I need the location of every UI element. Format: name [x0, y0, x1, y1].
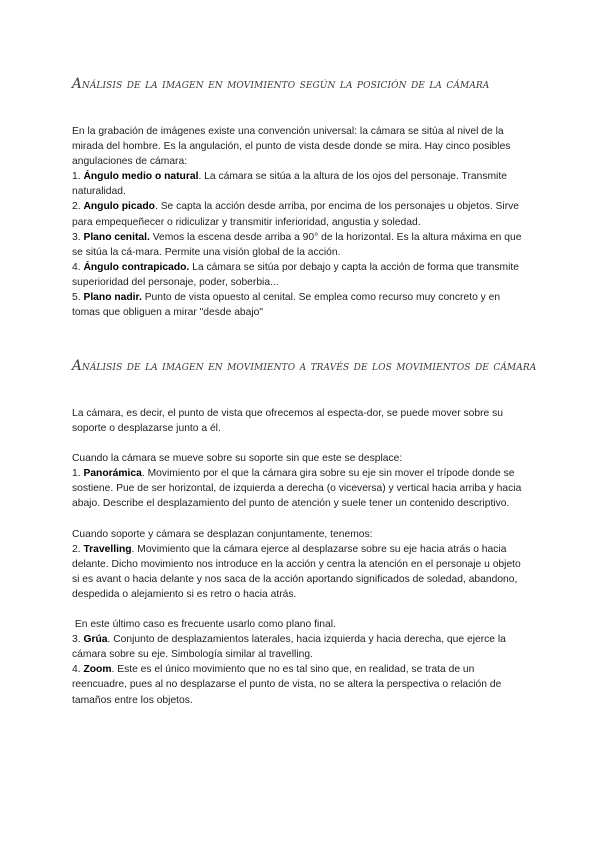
- item-number: 4.: [72, 664, 84, 676]
- item-term: Travelling: [83, 543, 132, 555]
- list-item: [72, 169, 530, 199]
- item-term: Zoom: [83, 664, 112, 676]
- list-item: [72, 542, 530, 602]
- list-item: [72, 260, 530, 290]
- section-title-camera-movements: Análisis de la imagen en movimiento a través de los movimientos de cámara: [72, 358, 537, 374]
- item-description: La cámara se sitúa por debajo y capta la acción de forma que transmite superioridad del personaje, poder, soberbia...: [72, 261, 519, 288]
- item-number: 1.: [72, 171, 84, 183]
- section-body-camera-movements: [72, 406, 530, 708]
- item-term: Plano cenital.: [83, 231, 150, 243]
- item-description: Punto de vista opuesto al cenital. Se emplea como recurso muy concreto y en tomas que obliguen a mirar "desde abajo": [72, 292, 501, 319]
- item-term: Panorámica: [83, 468, 142, 480]
- item-term: Angulo picado: [83, 201, 155, 213]
- item-description: . Movimiento por el que la cámara gira sobre su eje sin mover el trípode donde se sostiene. Pue de ser horizontal, de izquierda a derecha (o viceversa) y vertical hacia arriba y hacia abajo. Describe el desplazamiento del punto de atención y suele tener un contenido descriptivo.: [72, 468, 522, 510]
- paragraph-spacer: [72, 512, 530, 527]
- list-item: [72, 466, 530, 511]
- list-item: [72, 290, 530, 320]
- section-title-camera-angles: Análisis de la imagen en movimiento según la posición de la cámara: [72, 76, 490, 92]
- paragraph-spacer: [72, 436, 530, 451]
- item-description: . Conjunto de desplazamientos laterales, hacia izquierda y hacia derecha, que ejerce la cámara sobre su eje. Simbología similar al travelling.: [72, 634, 506, 661]
- note-paragraph: En este último caso es frecuente usarlo como plano final.: [72, 619, 336, 631]
- item-term: Plano nadir.: [83, 292, 142, 304]
- list-item: [72, 632, 530, 662]
- item-number: 3.: [72, 634, 84, 646]
- item-term: Ángulo contrapicado.: [83, 261, 190, 273]
- paragraph-spacer: [72, 602, 530, 617]
- item-term: Grúa: [83, 634, 108, 646]
- item-term: Ángulo medio o natural: [83, 171, 199, 183]
- list-item: [72, 662, 530, 707]
- item-number: 1.: [72, 468, 84, 480]
- list-item: [72, 199, 530, 229]
- item-number: 2.: [72, 201, 84, 213]
- item-description: . Este es el único movimiento que no es tal sino que, en realidad, se trata de un reencuadre, pues al no desplazarse el punto de vista, no se altera la perspectiva o relación de tamaños entre los objetos.: [72, 664, 502, 706]
- subheading-text: Cuando la cámara se mueve sobre su soporte sin que este se desplace:: [72, 453, 403, 465]
- item-description: Vemos la escena desde arriba a 90° de la horizontal. Es la altura máxima en que se sitúa la cá-mara. Permite una visión global de la acción.: [72, 231, 522, 258]
- item-number: 3.: [72, 231, 84, 243]
- item-description: . Se capta la acción desde arriba, por encima de los personajes u objetos. Sirve para empequeñecer o ridiculizar y transmitir inferioridad, angustia y soledad.: [72, 201, 519, 228]
- subheading-text: Cuando soporte y cámara se desplazan conjuntamente, tenemos:: [72, 528, 373, 540]
- item-description: . Movimiento que la cámara ejerce al desplazarse sobre su eje hacia atrás o hacia delante. Dicho movimiento nos introduce en la acción y centra la atención en el personaje u objeto si es avant o hacia delante y nos saca de la acción aportando significados de soledad, abandono, despedida o alejamiento si es retro o hacia atrás.: [72, 543, 521, 600]
- section-body-camera-angles: [72, 124, 530, 320]
- item-number: 4.: [72, 261, 84, 273]
- item-number: 5.: [72, 292, 84, 304]
- intro-paragraph: En la grabación de imágenes existe una convención universal: la cámara se sitúa al nivel de la mirada del hombre. Es la angulación, el punto de vista desde donde se mira. Hay cinco posibles angulaciones de cámara:: [72, 126, 511, 168]
- item-number: 2.: [72, 543, 84, 555]
- item-description: . La cámara se sitúa a la altura de los ojos del personaje. Transmite naturalidad.: [72, 171, 507, 198]
- intro-paragraph: La cámara, es decir, el punto de vista que ofrecemos al especta-dor, se puede mover sobre su soporte o desplazarse junto a él.: [72, 408, 503, 435]
- list-item: [72, 230, 530, 260]
